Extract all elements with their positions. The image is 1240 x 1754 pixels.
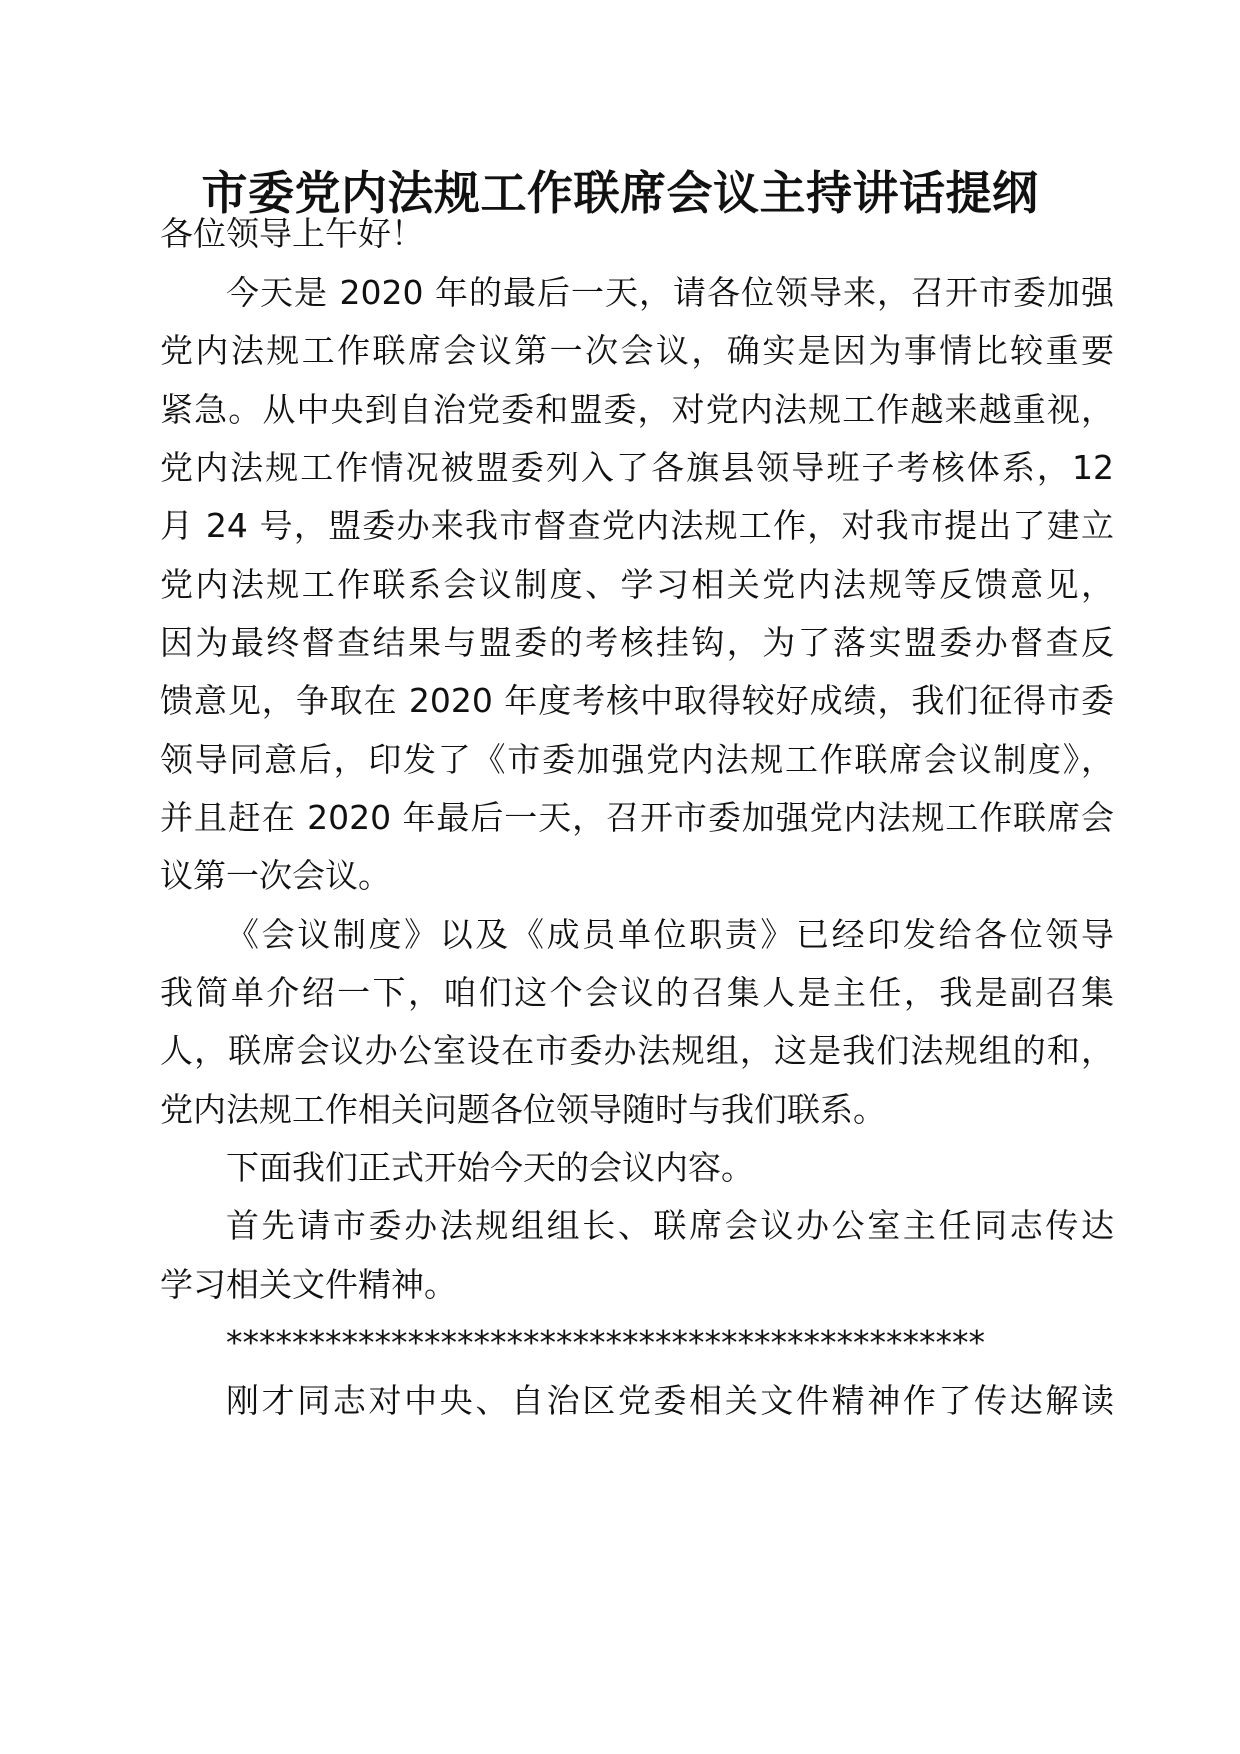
body-line: 人，联席会议办公室设在市委办法规组，这是我们法规组的和， (160, 1031, 1114, 1070)
body-line: 党内法规工作联席会议第一次会议，确实是因为事情比较重要 (160, 331, 1114, 370)
body-line: 首先请市委办法规组组长、联席会议办公室主任同志传达 (226, 1206, 1114, 1245)
body-line: 党内法规工作相关问题各位领导随时与我们联系。 (160, 1090, 886, 1129)
body-line: 党内法规工作联系会议制度、学习相关党内法规等反馈意见， (160, 565, 1114, 604)
separator-line: ********************************************** (226, 1323, 985, 1362)
body-line: 因为最终督查结果与盟委的考核挂钩，为了落实盟委办督查反 (160, 623, 1114, 662)
body-line: 党内法规工作情况被盟委列入了各旗县领导班子考核体系，12 (160, 448, 1114, 487)
body-line: 今天是 2020 年的最后一天，请各位领导来，召开市委加强 (226, 273, 1114, 312)
body-line: 并且赶在 2020 年最后一天，召开市委加强党内法规工作联席会 (160, 798, 1114, 837)
greeting-line: 各位领导上午好！ (160, 214, 424, 253)
body-line: 刚才同志对中央、自治区党委相关文件精神作了传达解读 (226, 1381, 1114, 1420)
body-line: 议第一次会议。 (160, 856, 391, 895)
body-line: 领导同意后，印发了《市委加强党内法规工作联席会议制度》， (160, 740, 1114, 779)
body-line: 紧急。从中央到自治党委和盟委，对党内法规工作越来越重视， (160, 390, 1114, 429)
body-line: 学习相关文件精神。 (160, 1265, 457, 1304)
body-line: 《会议制度》以及《成员单位职责》已经印发给各位领导 (226, 915, 1114, 954)
document-title: 市委党内法规工作联席会议主持讲话提纲 (201, 166, 1039, 220)
body-line: 我简单介绍一下，咱们这个会议的召集人是主任，我是副召集 (160, 973, 1114, 1012)
body-line: 下面我们正式开始今天的会议内容。 (226, 1148, 754, 1187)
body-line: 月 24 号，盟委办来我市督查党内法规工作，对我市提出了建立 (160, 506, 1114, 545)
body-line: 馈意见，争取在 2020 年度考核中取得较好成绩，我们征得市委 (160, 681, 1114, 720)
